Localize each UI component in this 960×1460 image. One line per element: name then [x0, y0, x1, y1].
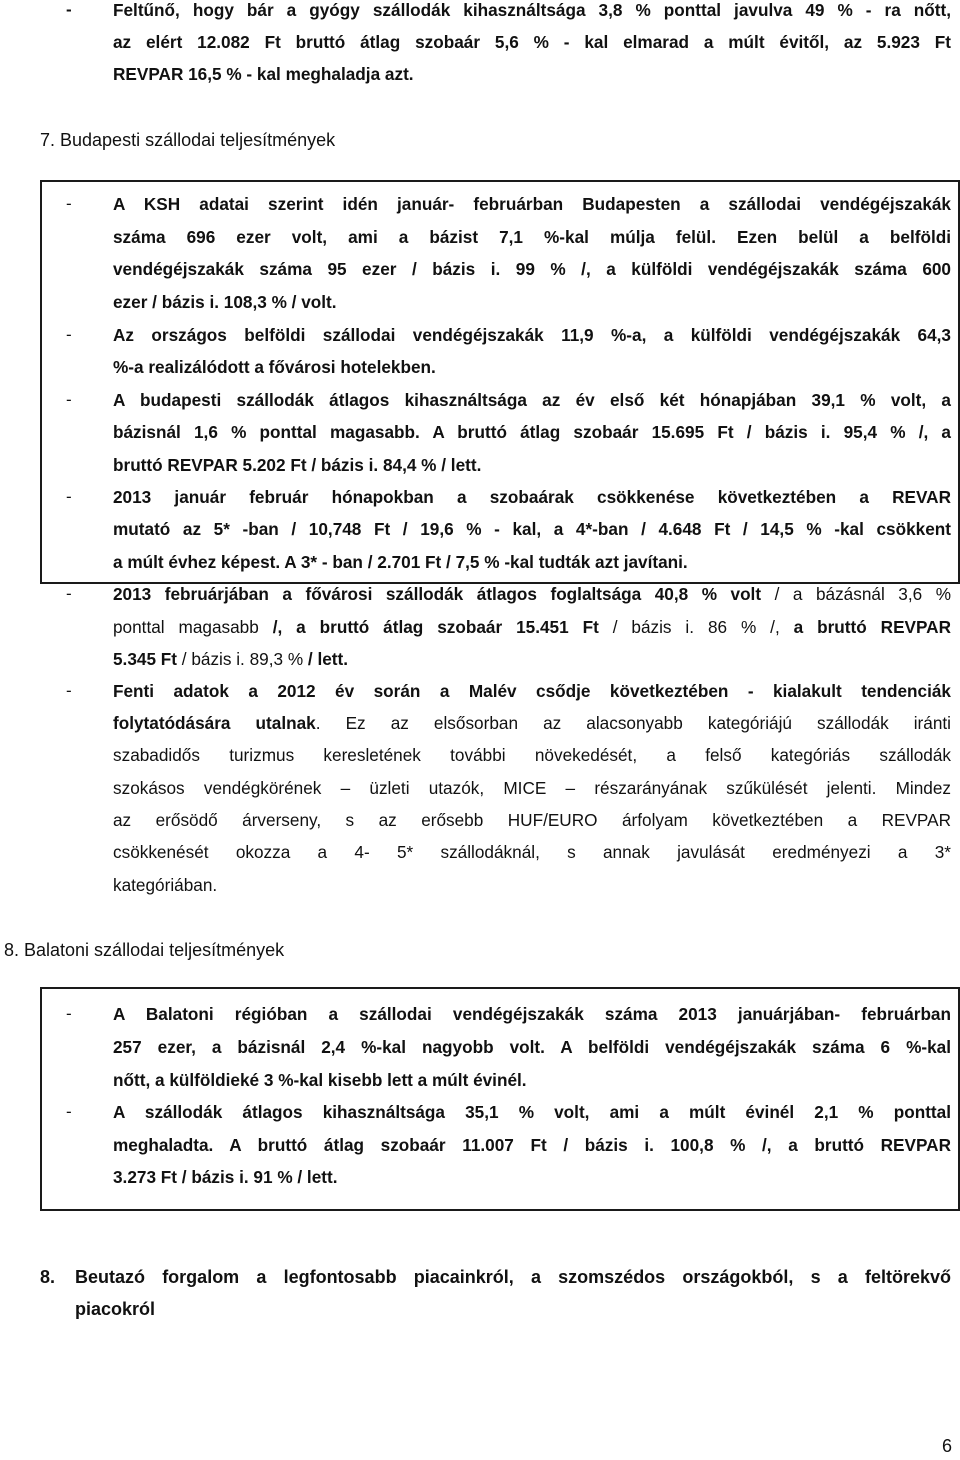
section-8b-heading-line1: Beutazó forgalom a legfontosabb piacainkról, a szomszédos országokból, s a feltörekvő [75, 1267, 951, 1287]
feb-l3-normal: / bázis i. 89,3 % [177, 649, 308, 669]
list-dash: - [66, 1102, 72, 1121]
list-dash: - [66, 1004, 72, 1023]
trend-line-4: szokásos vendégkörének – üzleti utazók, MICE – részarányának szűkülését jelenti. Mindez [113, 778, 951, 798]
list-dash: - [66, 487, 72, 506]
section-8-balaton-heading: 8. Balatoni szállodai teljesítmények [4, 940, 285, 960]
box7-item2-line1: Az országos belföldi szállodai vendégéjszakák 11,9 %-a, a külföldi vendégéjszakák 64,3 [113, 325, 951, 345]
feb-l3-bold-a: 5.345 Ft [113, 649, 178, 669]
trend-l2-normal: . Ez az elsősorban az alacsonyabb kategóriájú szállodák iránti [315, 713, 951, 733]
list-dash: - [66, 194, 72, 213]
section-8b-heading-line2: piacokról [75, 1299, 156, 1319]
trend-l2-bold: folytatódására utalnak [113, 713, 316, 733]
section-8b-number: 8. [40, 1267, 56, 1287]
box7-item4-line3: a múlt évhez képest. A 3* - ban / 2.701 Ft / 7,5 % -kal tudták azt javítani. [113, 552, 688, 572]
intro-line-2: az elért 12.082 Ft bruttó átlag szobaár 5,6 % - kal elmarad a múlt évitől, az 5.923 Ft [113, 32, 951, 52]
box8-item2-line2: meghaladta. A bruttó átlag szobaár 11.007 Ft / bázis i. 100,8 % /, a bruttó REVPAR [113, 1135, 951, 1155]
box7-item4-line2: mutató az 5* -ban / 10,748 Ft / 19,6 % - kal, a 4*-ban / 4.648 Ft / 14,5 % -kal csökkent [113, 519, 951, 539]
list-dash: - [66, 390, 72, 409]
list-dash: - [66, 325, 72, 344]
list-dash: - [66, 0, 72, 19]
box7-item3-line3: bruttó REVPAR 5.202 Ft / bázis i. 84,4 % / lett. [113, 455, 482, 475]
box8-item1-line3: nőtt, a külföldieké 3 %-kal kisebb lett a múlt évinél. [113, 1070, 527, 1090]
feb-line-2 [113, 613, 951, 641]
feb-l2-normal-a: ponttal magasabb [113, 617, 273, 637]
trend-line-3: szabadidős turizmus keresletének további növekedését, a felső kategóriás szállodák [113, 745, 951, 765]
intro-line-3: REVPAR 16,5 % - kal meghaladja azt. [113, 64, 414, 84]
page-number: 6 [941, 1436, 952, 1456]
feb-line-1 [113, 580, 951, 608]
trend-line-1: Fenti adatok a 2012 év során a Malév csődje következtében - kialakult tendenciák [113, 681, 951, 701]
feb-l2-normal-b: / bázis i. 86 % /, [598, 617, 794, 637]
box7-item3-line1: A budapesti szállodák átlagos kihasználtsága az év első két hónapjában 39,1 % volt, a [113, 390, 951, 410]
box8-item1-line1: A Balatoni régióban a szállodai vendégéjszakák száma 2013 januárjában- februárban [113, 1004, 951, 1024]
box7-item2-line2: %-a realizálódott a fővárosi hotelekben. [113, 357, 436, 377]
box8-item1-line2: 257 ezer, a bázisnál 2,4 %-kal nagyobb volt. A belföldi vendégéjszakák száma 6 %-kal [113, 1037, 951, 1057]
trend-line-2 [113, 709, 951, 737]
trend-line-7: kategóriában. [113, 875, 218, 895]
box7-item3-line2: bázisnál 1,6 % ponttal magasabb. A bruttó átlag szobaár 15.695 Ft / bázis i. 95,4 % /, a [113, 422, 951, 442]
trend-line-5: az erősödő árverseny, s az erősebb HUF/EURO árfolyam következtében a REVPAR [113, 810, 951, 830]
intro-line-1: Feltűnő, hogy bár a gyógy szállodák kihasználtsága 3,8 % ponttal javulva 49 % - ra nőtt, [113, 0, 951, 20]
box7-item1-line2: száma 696 ezer volt, ami a bázist 7,1 %-kal múlja felül. Ezen belül a belföldi [113, 227, 951, 247]
feb-l1-normal: / a bázásnál 3,6 % [761, 584, 951, 604]
feb-l3-bold-b: / lett. [307, 649, 349, 669]
box7-item1-line3: vendégéjszakák száma 95 ezer / bázis i. 99 % /, a külföldi vendégéjszakák száma 600 [113, 259, 951, 279]
box7-item4-line1: 2013 január február hónapokban a szobaárak csökkenése következtében a REVAR [113, 487, 951, 507]
list-dash: - [66, 584, 72, 603]
trend-line-6: csökkenését okozza a 4- 5* szállodáknál, s annak javulását eredményezi a 3* [113, 842, 951, 862]
list-dash: - [66, 681, 72, 700]
feb-l2-bold-a: /, a bruttó átlag szobaár 15.451 Ft [272, 617, 599, 637]
box7-item1-line4: ezer / bázis i. 108,3 % / volt. [113, 292, 337, 312]
box8-item2-line3: 3.273 Ft / bázis i. 91 % / lett. [113, 1167, 338, 1187]
feb-line-3 [113, 645, 348, 673]
feb-l1-bold: 2013 februárjában a fővárosi szállodák átlagos foglaltsága 40,8 % volt [113, 584, 762, 604]
section-7-heading: 7. Budapesti szállodai teljesítmények [40, 130, 336, 150]
box8-item2-line1: A szállodák átlagos kihasználtsága 35,1 % volt, ami a múlt évinél 2,1 % ponttal [113, 1102, 951, 1122]
feb-l2-bold-b: a bruttó REVPAR [793, 617, 952, 637]
box7-item1-line1: A KSH adatai szerint idén január- februárban Budapesten a szállodai vendégéjszakák [113, 194, 951, 214]
